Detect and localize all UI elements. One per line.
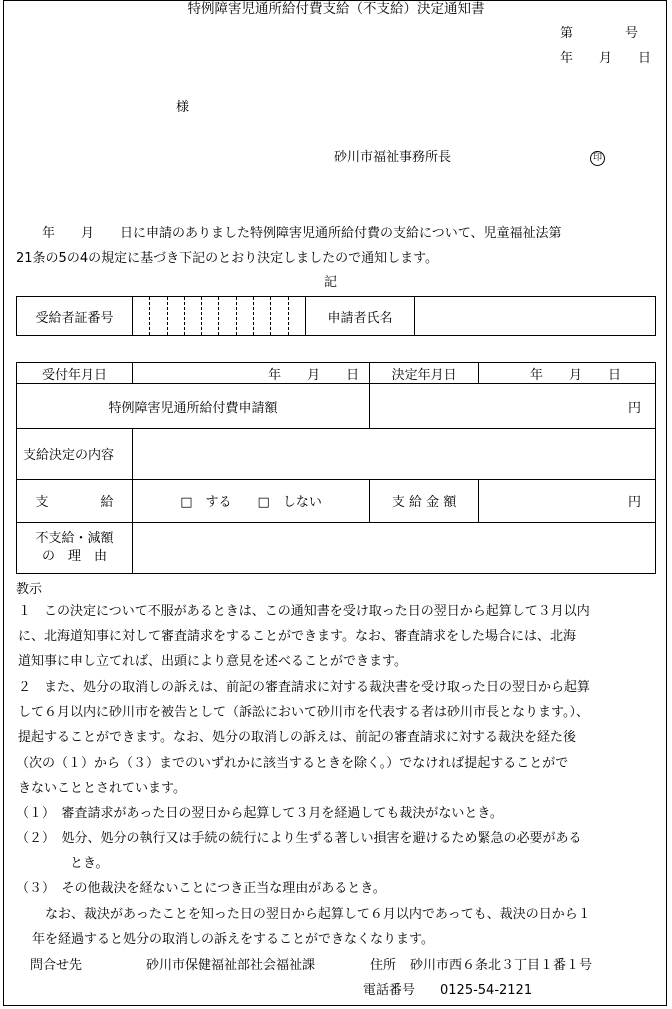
recipient-id-label: 受給者証番号 (17, 297, 133, 336)
yen-unit: 円 (627, 400, 641, 416)
contact-address-label: 住所 (370, 958, 397, 973)
instruction-line: に、北海道知事に対して審査請求をすることができます。なお、審査請求をした場合には、北海 (18, 629, 576, 644)
body-line-1: 年 月 日に申請のありました特例障害児通所給付費の支給について、児童福祉法第 (16, 226, 562, 241)
instruction-line: （２） 処分、処分の執行又は手続の続行により生ずる著しい損害を避けるため緊急の必要がある (16, 831, 582, 846)
reason-label-line-2: の 理 由 (41, 549, 107, 565)
instruction-line: （３） その他裁決を経ないことにつき正当な理由があるとき。 (16, 881, 386, 896)
received-date-value[interactable]: 年 月 日 (133, 363, 370, 384)
instruction-line: （１） 審査請求があった日の翌日から起算して３月を経過しても裁決がないとき。 (16, 806, 503, 821)
body-line-2: 21条の5の4の規定に基づき下記のとおり決定しましたので通知します。 (16, 251, 439, 266)
applicant-name-label: 申請者氏名 (306, 297, 415, 336)
instruction-line: 年を経過すると処分の取消しの訴えをすることができなくなります。 (32, 932, 434, 947)
contact-department: 砂川市保健福祉部社会福祉課 (146, 958, 316, 973)
document-title: 特例障害児通所給付費支給（不支給）決定通知書 (187, 1, 485, 17)
contact-label: 問合せ先 (30, 958, 83, 973)
instruction-line: 提起することができます。なお、処分の取消しの訴えは、前記の審査請求に対する裁決を経た後 (18, 730, 576, 745)
reason-value[interactable] (133, 523, 656, 574)
instruction-line: １ この決定について不服があるときは、この通知書を受け取った日の翌日から起算して３月以内 (18, 604, 590, 619)
reason-label-line-1: 不支給・減額 (35, 531, 114, 547)
instruction-line: きないこととされています。 (18, 781, 186, 796)
applicant-name-input[interactable] (415, 297, 656, 336)
received-date-label: 受付年月日 (17, 363, 133, 384)
decision-content-label: 支給決定の内容 (17, 428, 133, 479)
contact-address: 砂川市西６条北３丁目１番１号 (410, 958, 593, 973)
recipient-table (16, 296, 656, 336)
document-number-label: 第 号 (560, 26, 639, 41)
applied-amount-value[interactable] (370, 384, 656, 429)
applied-amount-label: 特例障害児通所給付費申請額 (17, 384, 370, 429)
instruction-line: （次の（１）から（３）までのいずれかに該当するときを除く。）でなければ提起することがで (16, 756, 569, 771)
ki-heading: 記 (324, 275, 338, 290)
decision-date-label: 決定年月日 (370, 363, 479, 384)
recipient-id-input[interactable] (133, 297, 306, 336)
instruction-line: ２ また、処分の取消しの訴えは、前記の審査請求に対する裁決書を受け取った日の翌日から起算 (18, 680, 591, 695)
payment-amount-label: 支 給 金 額 (370, 479, 479, 523)
contact-phone: 0125-54-2121 (440, 983, 533, 998)
decision-table (16, 362, 656, 574)
yen-unit: 円 (627, 495, 641, 511)
decision-content-value[interactable] (133, 428, 656, 479)
seal-mark (590, 150, 605, 166)
document-date-label: 年 月 日 (560, 51, 652, 66)
recipient-honorific: 様 (176, 100, 190, 115)
payment-amount-value[interactable] (479, 479, 656, 523)
instruction-line: とき。 (70, 856, 109, 871)
payment-label: 支 給 (17, 479, 133, 523)
instruction-line: 道知事に申し立てれば、出頭により意見を述べることができます。 (18, 654, 407, 669)
reason-label (17, 523, 133, 574)
contact-phone-label: 電話番号 (363, 983, 416, 998)
decision-date-value[interactable]: 年 月 日 (479, 363, 656, 384)
issuer-name: 砂川市福祉事務所長 (334, 150, 452, 165)
instruction-line: なお、裁決があったことを知った日の翌日から起算して６月以内であっても、裁決の日から１ (32, 907, 591, 922)
instructions-heading: 教示 (16, 582, 43, 597)
seal-icon: 印 (590, 151, 605, 166)
instruction-line: して６月以内に砂川市を被告として（訴訟において砂川市を代表する者は砂川市長となります。）、 (18, 705, 589, 720)
payment-options[interactable]: □ する □ しない (133, 479, 370, 523)
